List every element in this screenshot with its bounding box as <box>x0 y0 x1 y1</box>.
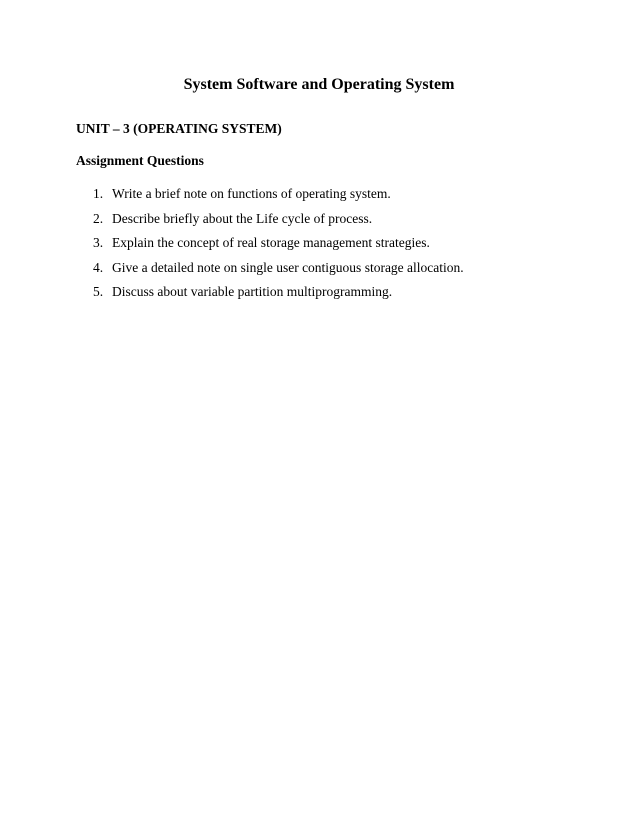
question-item-4 <box>76 259 576 277</box>
question-text: Write a brief note on functions of operating system. <box>112 186 391 201</box>
question-number: 2. <box>93 210 104 226</box>
question-item-2 <box>76 210 576 228</box>
question-number: 3. <box>93 235 104 250</box>
document-title: System Software and Operating System <box>183 76 455 93</box>
question-text: Discuss about variable partition multiprogramming. <box>112 284 393 299</box>
question-number: 5. <box>93 284 104 299</box>
question-text: Describe briefly about the Life cycle of process. <box>112 210 373 226</box>
question-number: 1. <box>93 186 104 201</box>
unit-heading: UNIT – 3 (OPERATING SYSTEM) <box>76 121 282 136</box>
question-number: 4. <box>93 259 104 275</box>
question-text: Explain the concept of real storage management strategies. <box>112 235 430 250</box>
question-list <box>76 185 576 308</box>
section-heading: Assignment Questions <box>76 153 204 168</box>
question-item-5 <box>76 283 576 301</box>
question-item-1 <box>76 185 576 203</box>
question-item-3 <box>76 234 576 252</box>
question-text: Give a detailed note on single user contiguous storage allocation. <box>112 259 464 275</box>
